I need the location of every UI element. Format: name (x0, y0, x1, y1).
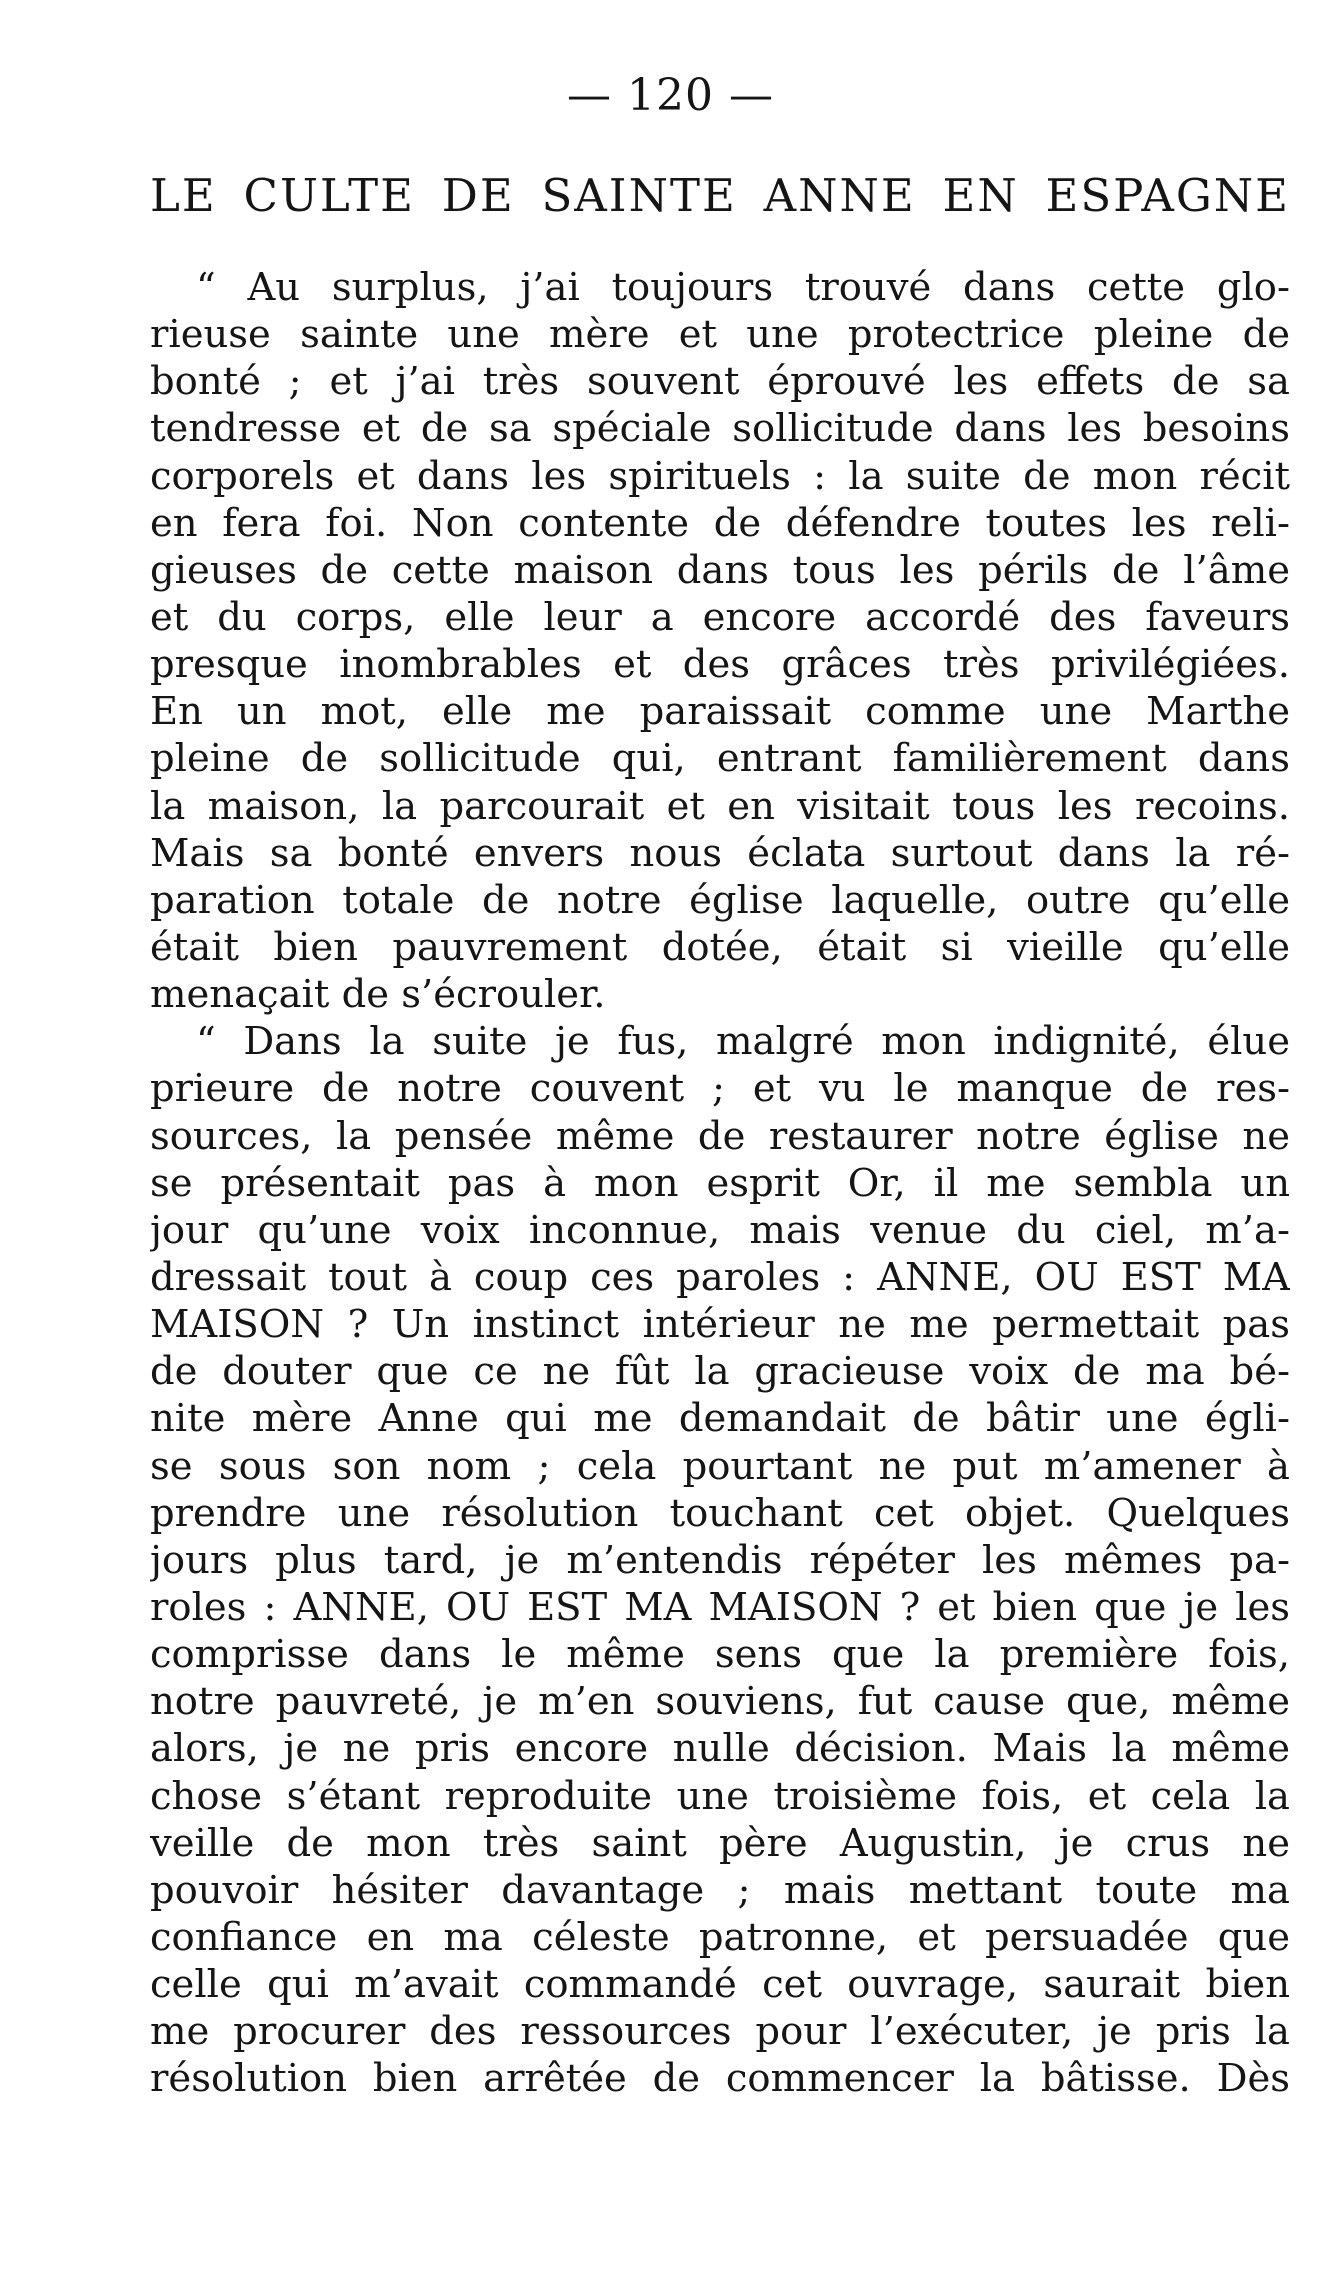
text-line: notre pauvreté, je m’en souviens, fut cause que, même (150, 1679, 1290, 1725)
text-line: paration totale de notre église laquelle, outre qu’elle (150, 877, 1290, 923)
text-line: celle qui m’avait commandé cet ouvrage, saurait bien (150, 1962, 1290, 2008)
text-line: jour qu’une voix inconnue, mais venue du ciel, m’a- (150, 1207, 1290, 1253)
text-line: menaçait de s’écrouler. (150, 972, 606, 1018)
body-text (150, 264, 1290, 2102)
text-line: pouvoir hésiter davantage ; mais mettant toute ma (150, 1867, 1290, 1913)
text-line: rieuse sainte une mère et une protectrice pleine de (150, 312, 1290, 358)
text-line: nite mère Anne qui me demandait de bâtir une égli- (150, 1396, 1290, 1442)
page-number: — 120 — (567, 70, 774, 121)
text-line: jours plus tard, je m’entendis répéter les mêmes pa- (150, 1537, 1290, 1583)
text-line: se sous son nom ; cela pourtant ne put m’amener à (150, 1443, 1290, 1489)
text-line: comprisse dans le même sens que la première fois, (150, 1632, 1290, 1678)
text-line: En un mot, elle me paraissait comme une Marthe (150, 689, 1290, 735)
text-line: gieuses de cette maison dans tous les périls de l’âme (150, 547, 1290, 593)
text-line: pleine de sollicitude qui, entrant familièrement dans (150, 736, 1290, 782)
text-line: “ Au surplus, j’ai toujours trouvé dans cette glo- (196, 265, 1290, 310)
text-line: veille de mon très saint père Augustin, je crus ne (150, 1820, 1290, 1866)
text-line: alors, je ne pris encore nulle décision. Mais la même (150, 1726, 1290, 1772)
text-line: chose s’étant reproduite une troisième fois, et cela la (150, 1773, 1290, 1819)
text-line: me procurer des ressources pour l’exécuter, je pris la (150, 2009, 1290, 2055)
text-line: la maison, la parcourait et en visitait tous les recoins. (150, 783, 1290, 829)
text-line: sources, la pensée même de restaurer notre église ne (150, 1113, 1290, 1159)
text-line: prendre une résolution touchant cet objet. Quelques (150, 1490, 1290, 1536)
text-line: presque inombrables et des grâces très privilégiées. (150, 642, 1290, 688)
text-line: dressait tout à coup ces paroles : ANNE, OU EST MA (150, 1254, 1290, 1300)
text-line: corporels et dans les spirituels : la suite de mon récit (150, 453, 1290, 499)
text-line: et du corps, elle leur a encore accordé des faveurs (150, 594, 1290, 640)
text-line: se présentait pas à mon esprit Or, il me sembla un (150, 1160, 1290, 1206)
text-line: résolution bien arrêtée de commencer la bâtisse. Dès (150, 2056, 1290, 2102)
text-line: de douter que ce ne fût la gracieuse voix de ma bé- (150, 1349, 1290, 1395)
text-line: tendresse et de sa spéciale sollicitude dans les besoins (150, 406, 1290, 452)
running-title: LE CULTE DE SAINTE ANNE EN ESPAGNE (150, 169, 1290, 222)
text-line: bonté ; et j’ai très souvent éprouvé les effets de sa (150, 359, 1290, 405)
text-line: “ Dans la suite je fus, malgré mon indignité, élue (196, 1019, 1290, 1065)
text-line: MAISON ? Un instinct intérieur ne me permettait pas (150, 1302, 1290, 1348)
text-line: roles : ANNE, OU EST MA MAISON ? et bien que je les (150, 1584, 1290, 1630)
text-line: en fera foi. Non contente de défendre toutes les reli- (150, 500, 1290, 546)
text-line: Mais sa bonté envers nous éclata surtout dans la ré- (150, 830, 1290, 876)
text-line: était bien pauvrement dotée, était si vieille qu’elle (150, 924, 1290, 970)
text-line: confiance en ma céleste patronne, et persuadée que (150, 1914, 1290, 1960)
text-line: prieure de notre couvent ; et vu le manque de res- (150, 1066, 1290, 1112)
